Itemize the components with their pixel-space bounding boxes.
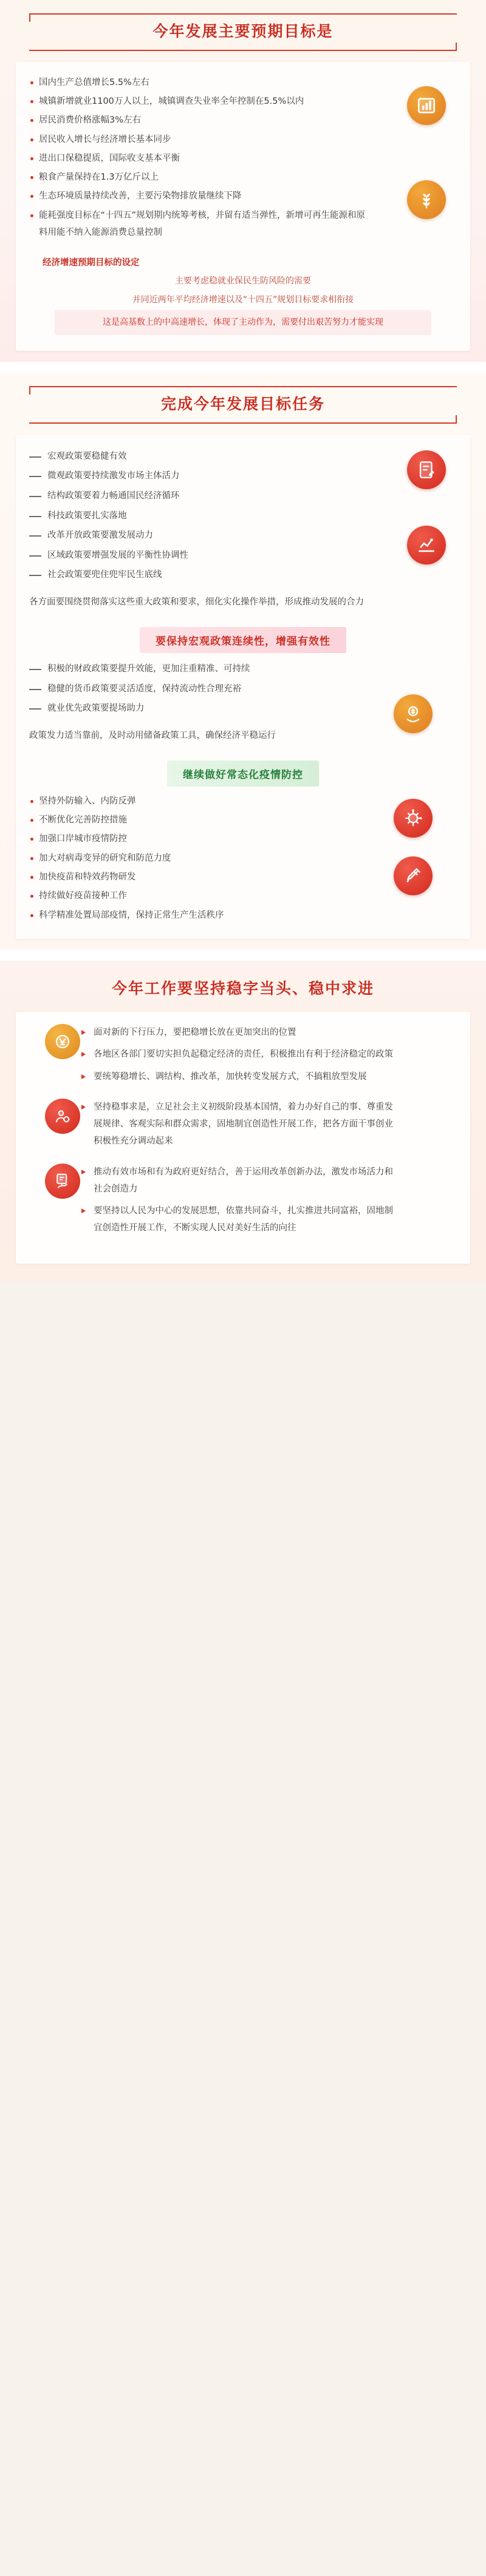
coin-hand-icon	[394, 694, 433, 733]
virus-icon	[394, 799, 433, 838]
section-divider	[0, 950, 486, 961]
list-item: 居民消费价格涨幅3%左右	[29, 112, 369, 129]
epidemic-control-list	[29, 793, 457, 924]
syringe-icon	[394, 856, 433, 895]
page-root	[0, 0, 486, 1282]
group2-list	[81, 1099, 457, 1150]
list-item: 推动有效市场和有为政府更好结合，善于运用改革创新办法，激发市场活力和社会创造力	[81, 1164, 397, 1198]
page-title: 今年发展主要预期目标是	[152, 22, 334, 40]
section3-title: 今年工作要坚持稳字当头、稳中求进	[111, 979, 374, 997]
yuan-coin-icon	[45, 1024, 80, 1059]
macro-policy-paragraph: 政策发力适当靠前，及时动用储备政策工具，确保经济平稳运行	[29, 730, 276, 741]
growth-chart-icon	[407, 526, 446, 564]
list-item: 科学精准处置局部疫情，保持正常生产生活秩序	[29, 907, 369, 924]
section2-title-wrap	[29, 386, 457, 424]
list-item: 各地区各部门要切实担负起稳定经济的责任，积极推出有利于经济稳定的政策	[81, 1046, 397, 1063]
list-item: 社会政策要兜住兜牢民生底线	[29, 565, 394, 585]
section1-title-wrap	[29, 13, 457, 51]
list-item: 持续做好疫苗接种工作	[29, 887, 369, 904]
list-item: 微观政策要持续激发市场主体活力	[29, 466, 394, 486]
list-item: 稳健的货币政策要灵活适度，保持流动性合理充裕	[29, 679, 394, 699]
list-item: 粮食产量保持在1.3万亿斤以上	[29, 169, 369, 186]
group1-list	[81, 1024, 457, 1085]
group-market-government	[29, 1164, 457, 1237]
note-line: 主要考虑稳就业保民生防风险的需要	[175, 276, 311, 286]
list-item: 加快疫苗和特效药物研发	[29, 869, 369, 886]
list-item: 加大对病毒变异的研究和防范力度	[29, 850, 369, 867]
list-item: 能耗强度目标在“十四五”规划期内统筹考核，并留有适当弹性，新增可再生能源和原料用能不纳入能源消费总量控制	[29, 207, 369, 242]
section2-title: 完成今年发展目标任务	[160, 395, 325, 413]
list-item: 改革开放政策要激发展动力	[29, 526, 394, 546]
list-item: 要坚持以人民为中心的发展思想，依靠共同奋斗，扎实推进共同富裕，固地制宜创造性开展工作，不断实现人民对美好生活的向往	[81, 1202, 397, 1237]
list-item: 结构政策要着力畅通国民经济循环	[29, 486, 394, 506]
chart-bars-icon	[407, 86, 446, 125]
list-item: 科技政策要扎实落地	[29, 506, 394, 526]
list-item: 坚持外防输入、内防反弹	[29, 793, 369, 810]
clipboard-pen-icon	[407, 450, 446, 489]
subheading-epidemic-control	[29, 761, 457, 787]
list-item: 要统筹稳增长、调结构、推改革，加快转变发展方式，不搞粗放型发展	[81, 1068, 397, 1085]
section-goal-tasks	[0, 373, 486, 950]
note-highlight: 这是高基数上的中高速增长，体现了主动作为，需要付出艰苦努力才能实现	[55, 310, 431, 335]
people-gear-icon	[45, 1099, 80, 1134]
subheading-label: 要保持宏观政策连续性，增强有效性	[140, 627, 346, 653]
list-item: 就业优先政策要提场助力	[29, 699, 394, 719]
list-item: 加强口岸城市疫情防控	[29, 830, 369, 847]
list-item: 积极的财政政策要提升效能，更加注重精准、可持续	[29, 659, 394, 679]
group3-list	[81, 1164, 457, 1237]
section3-card	[16, 1012, 470, 1264]
list-item: 居民收入增长与经济增长基本同步	[29, 131, 369, 148]
list-item: 坚持稳事求是，立足社会主义初级阶段基本国情，着力办好自己的事、尊重发展规律、客观实际和群众需求，固地制宜创造性开展工作，把各方面干事创业积极性充分调动起来	[81, 1099, 397, 1150]
section-steady-progress	[0, 961, 486, 1282]
list-item: 城镇新增就业1100万人以上，城镇调查失业率全年控制在5.5%以内	[29, 93, 369, 110]
list-item: 进出口保稳提质，国际收支基本平衡	[29, 150, 369, 167]
note-line: 并同近两年平均经济增速以及“十四五”规划目标要求相衔接	[132, 294, 354, 305]
section-annual-targets	[0, 0, 486, 362]
list-item: 不断优化完善防控措施	[29, 812, 369, 829]
section2-card	[16, 435, 470, 939]
group-seek-truth	[29, 1099, 457, 1150]
group-growth-stability	[29, 1024, 457, 1085]
section1-title-box	[29, 13, 457, 51]
macro-policy-list	[29, 659, 457, 719]
subheading-label: 继续做好常态化疫情防控	[167, 761, 319, 787]
list-item: 区域政策要增强发展的平衡性协调性	[29, 546, 394, 566]
section-divider	[0, 362, 486, 373]
target-list	[29, 74, 457, 241]
wheat-icon	[407, 180, 446, 219]
subheading-macro-policy	[29, 627, 457, 653]
policy-summary-paragraph: 各方面要围绕贯彻落实这些重大政策和要求，细化实化操作举措，形成推动发展的合力	[29, 597, 364, 608]
list-item: 面对新的下行压力，要把稳增长放在更加突出的位置	[81, 1024, 397, 1041]
list-item: 生态环境质量持续改善，主要污染物排放量继续下降	[29, 188, 369, 205]
growth-target-note	[43, 256, 443, 335]
policy-list	[29, 447, 457, 585]
list-item: 国内生产总值增长5.5%左右	[29, 74, 369, 91]
hand-document-icon	[45, 1164, 80, 1199]
note-title: 经济增速预期目标的设定	[43, 258, 140, 268]
list-item: 宏观政策要稳健有效	[29, 447, 394, 467]
section1-card	[16, 62, 470, 351]
section2-title-box	[29, 386, 457, 424]
